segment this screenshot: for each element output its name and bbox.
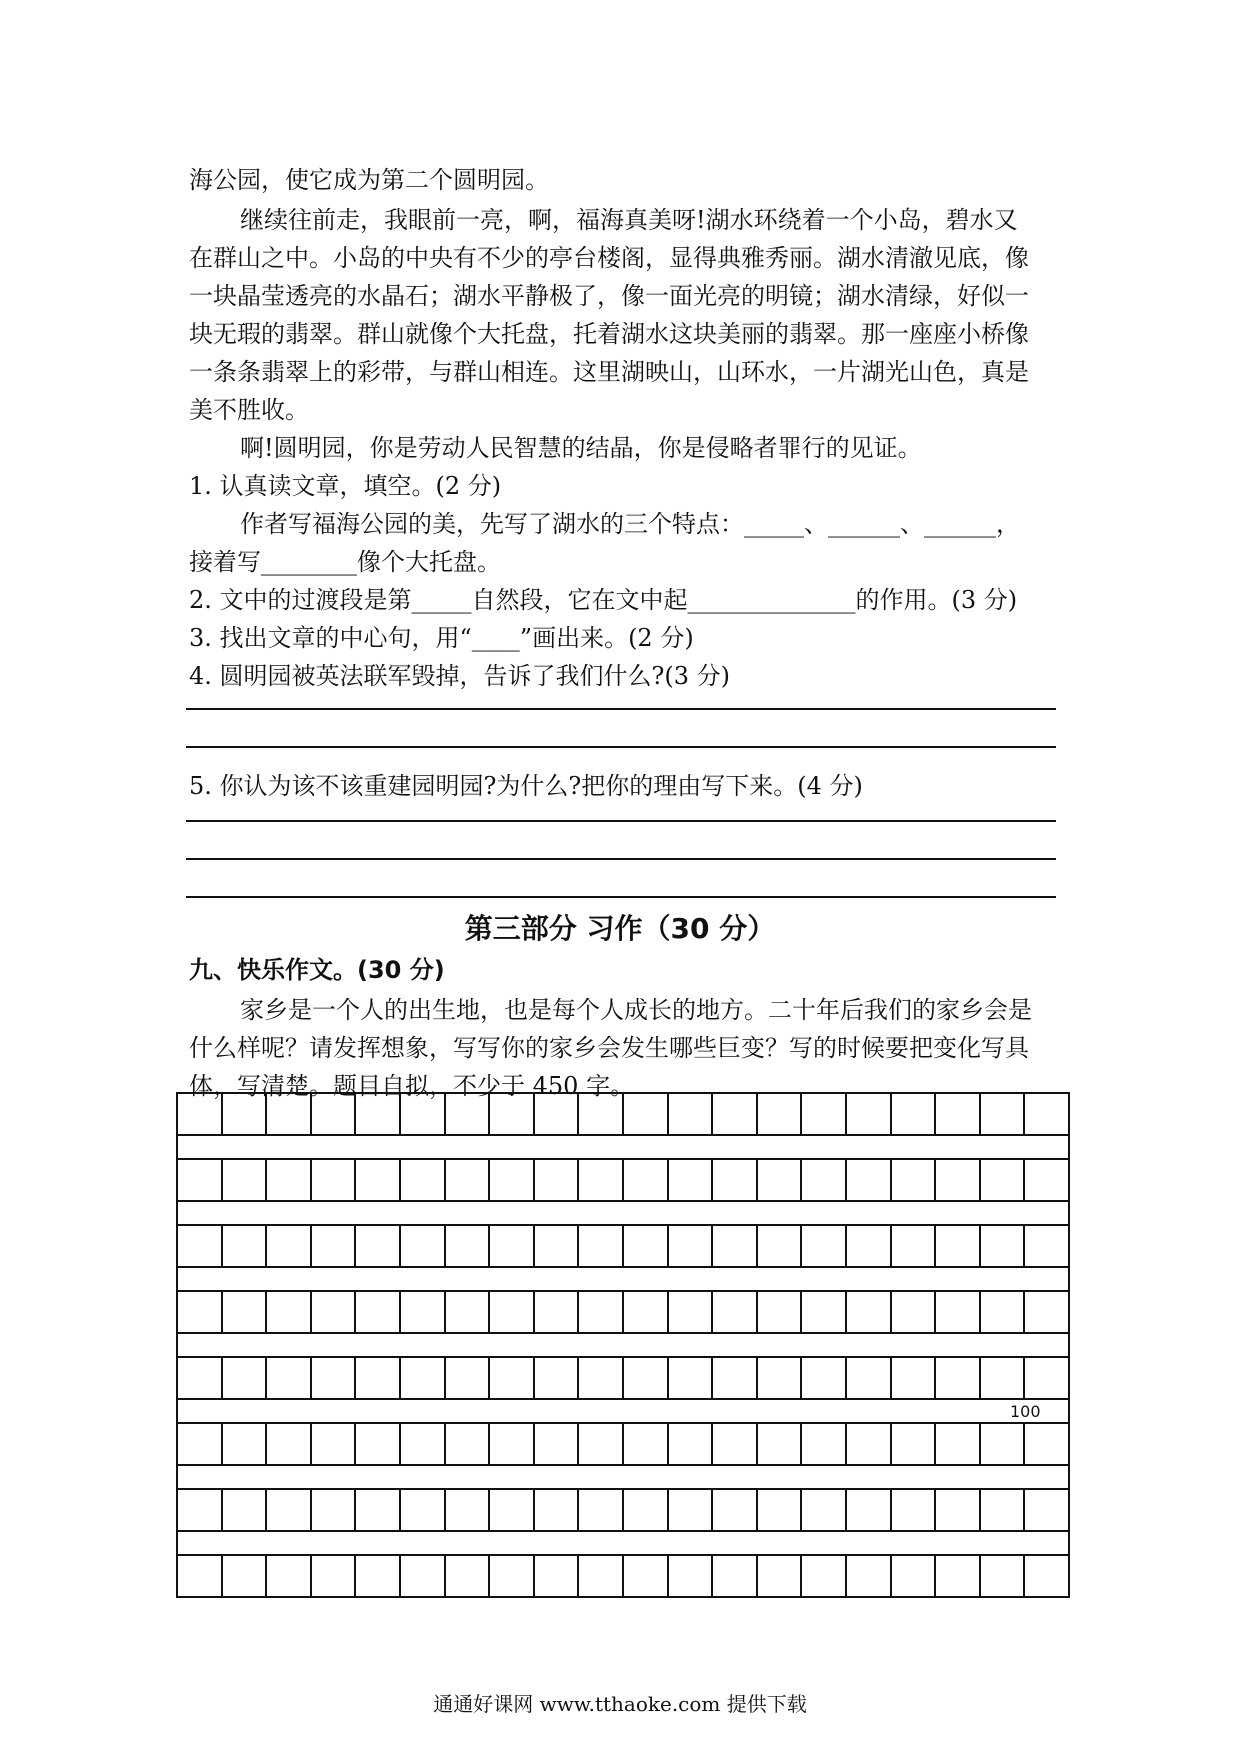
grid-cell[interactable] <box>847 1490 892 1530</box>
grid-cell[interactable] <box>713 1160 758 1200</box>
passage-line: 一条条翡翠上的彩带，与群山相连。这里湖映山，山环水，一片湖光山色，真是 <box>189 358 1029 386</box>
grid-cell[interactable] <box>669 1160 714 1200</box>
grid-cell[interactable] <box>892 1094 937 1134</box>
grid-cell[interactable] <box>223 1226 268 1266</box>
grid-cell[interactable] <box>981 1160 1026 1200</box>
grid-cell[interactable] <box>847 1160 892 1200</box>
grid-cell[interactable] <box>758 1490 803 1530</box>
question-5: 5. 你认为该不该重建园明园?为什么?把你的理由写下来。(4 分) <box>189 772 863 800</box>
grid-cell[interactable] <box>1025 1490 1068 1530</box>
grid-cell[interactable] <box>535 1556 580 1596</box>
grid-cell[interactable] <box>802 1556 847 1596</box>
grid-cell[interactable] <box>713 1424 758 1464</box>
composition-prompt: 家乡是一个人的出生地，也是每个人成长的地方。二十年后我们的家乡会是 <box>240 996 1032 1024</box>
grid-cell[interactable] <box>446 1358 491 1398</box>
grid-cell[interactable] <box>981 1424 1026 1464</box>
grid-cell[interactable] <box>981 1094 1026 1134</box>
composition-prompt: 什么样呢？请发挥想象，写写你的家乡会发生哪些巨变？写的时候要把变化写具 <box>189 1034 1029 1062</box>
grid-cell[interactable] <box>535 1358 580 1398</box>
grid-cell[interactable] <box>178 1556 223 1596</box>
grid-cell[interactable] <box>267 1292 312 1332</box>
passage-line: 美不胜收。 <box>189 396 309 424</box>
grid-cell[interactable] <box>1025 1160 1068 1200</box>
grid-cell[interactable] <box>713 1490 758 1530</box>
grid-cell[interactable] <box>535 1424 580 1464</box>
grid-cell[interactable] <box>669 1490 714 1530</box>
grid-cell[interactable] <box>892 1556 937 1596</box>
grid-cell[interactable] <box>892 1160 937 1200</box>
footer-source: 通通好课网 www.tthaoke.com 提供下载 <box>433 1692 807 1716</box>
grid-cell[interactable] <box>446 1094 491 1134</box>
grid-cell[interactable] <box>312 1226 357 1266</box>
grid-cell[interactable] <box>669 1226 714 1266</box>
question-1-body: 接着写________像个大托盘。 <box>189 548 501 576</box>
grid-cell[interactable] <box>758 1160 803 1200</box>
part-three-heading: 第三部分 习作（30 分） <box>464 912 776 945</box>
grid-row[interactable] <box>176 1224 1070 1268</box>
passage-line: 块无瑕的翡翠。群山就像个大托盘，托着湖水这块美丽的翡翠。那一座座小桥像 <box>189 320 1029 348</box>
grid-cell[interactable] <box>936 1490 981 1530</box>
grid-cell[interactable] <box>579 1094 624 1134</box>
grid-cell[interactable] <box>847 1358 892 1398</box>
grid-cell[interactable] <box>892 1226 937 1266</box>
grid-cell[interactable] <box>178 1424 223 1464</box>
grid-cell[interactable] <box>936 1292 981 1332</box>
grid-cell[interactable] <box>535 1490 580 1530</box>
grid-cell[interactable] <box>758 1556 803 1596</box>
grid-cell[interactable] <box>312 1094 357 1134</box>
grid-cell[interactable] <box>223 1094 268 1134</box>
question-2: 2. 文中的过渡段是第_____自然段，它在文中起______________的作用。(3 分) <box>189 586 1018 614</box>
answer-line[interactable] <box>186 858 1056 860</box>
grid-cell[interactable] <box>847 1556 892 1596</box>
grid-cell[interactable] <box>847 1094 892 1134</box>
grid-spacer <box>176 1268 1070 1290</box>
writing-grid[interactable] <box>176 1092 1070 1600</box>
grid-spacer <box>176 1202 1070 1224</box>
grid-cell[interactable] <box>624 1556 669 1596</box>
grid-cell[interactable] <box>401 1094 446 1134</box>
grid-cell[interactable] <box>490 1292 535 1332</box>
grid-row[interactable] <box>176 1422 1070 1466</box>
grid-cell[interactable] <box>1025 1226 1068 1266</box>
grid-cell[interactable] <box>312 1556 357 1596</box>
grid-cell[interactable] <box>267 1226 312 1266</box>
grid-cell[interactable] <box>401 1556 446 1596</box>
grid-cell[interactable] <box>758 1292 803 1332</box>
grid-cell[interactable] <box>624 1094 669 1134</box>
grid-cell[interactable] <box>624 1424 669 1464</box>
grid-cell[interactable] <box>892 1424 937 1464</box>
grid-cell[interactable] <box>579 1424 624 1464</box>
question-1-title: 1. 认真读文章，填空。(2 分) <box>189 472 502 500</box>
grid-cell[interactable] <box>802 1226 847 1266</box>
grid-cell[interactable] <box>356 1358 401 1398</box>
grid-cell[interactable] <box>223 1490 268 1530</box>
grid-cell[interactable] <box>535 1292 580 1332</box>
grid-cell[interactable] <box>802 1490 847 1530</box>
grid-cell[interactable] <box>490 1358 535 1398</box>
grid-cell[interactable] <box>490 1490 535 1530</box>
grid-cell[interactable] <box>1025 1292 1068 1332</box>
grid-cell[interactable] <box>936 1160 981 1200</box>
grid-cell[interactable] <box>401 1424 446 1464</box>
grid-cell[interactable] <box>802 1424 847 1464</box>
grid-cell[interactable] <box>802 1358 847 1398</box>
grid-cell[interactable] <box>624 1226 669 1266</box>
grid-cell[interactable] <box>1025 1556 1068 1596</box>
grid-cell[interactable] <box>446 1226 491 1266</box>
grid-cell[interactable] <box>624 1358 669 1398</box>
grid-cell[interactable] <box>356 1160 401 1200</box>
grid-cell[interactable] <box>669 1556 714 1596</box>
grid-row[interactable] <box>176 1488 1070 1532</box>
grid-cell[interactable] <box>356 1292 401 1332</box>
grid-cell[interactable] <box>312 1160 357 1200</box>
grid-row[interactable] <box>176 1092 1070 1136</box>
grid-cell[interactable] <box>401 1490 446 1530</box>
answer-line[interactable] <box>186 896 1056 898</box>
grid-cell[interactable] <box>535 1226 580 1266</box>
grid-cell[interactable] <box>981 1358 1026 1398</box>
grid-cell[interactable] <box>936 1094 981 1134</box>
grid-cell[interactable] <box>936 1424 981 1464</box>
grid-cell[interactable] <box>267 1556 312 1596</box>
grid-cell[interactable] <box>713 1292 758 1332</box>
grid-cell[interactable] <box>624 1490 669 1530</box>
grid-cell[interactable] <box>312 1490 357 1530</box>
grid-spacer <box>176 1136 1070 1158</box>
grid-cell[interactable] <box>713 1556 758 1596</box>
grid-cell[interactable] <box>178 1160 223 1200</box>
grid-cell[interactable] <box>267 1358 312 1398</box>
grid-cell[interactable] <box>981 1556 1026 1596</box>
grid-cell[interactable] <box>356 1556 401 1596</box>
grid-cell[interactable] <box>758 1226 803 1266</box>
answer-line[interactable] <box>186 708 1056 710</box>
grid-cell[interactable] <box>1025 1424 1068 1464</box>
grid-cell[interactable] <box>446 1490 491 1530</box>
grid-cell[interactable] <box>981 1490 1026 1530</box>
grid-cell[interactable] <box>579 1358 624 1398</box>
grid-cell[interactable] <box>490 1094 535 1134</box>
grid-cell[interactable] <box>758 1424 803 1464</box>
passage-line: 啊!圆明园，你是劳动人民智慧的结晶，你是侵略者罪行的见证。 <box>240 434 922 462</box>
grid-cell[interactable] <box>936 1358 981 1398</box>
grid-cell[interactable] <box>758 1358 803 1398</box>
grid-cell[interactable] <box>178 1292 223 1332</box>
grid-cell[interactable] <box>223 1160 268 1200</box>
grid-cell[interactable] <box>579 1160 624 1200</box>
character-count-marker: 100 <box>1010 1402 1041 1421</box>
grid-cell[interactable] <box>401 1160 446 1200</box>
grid-cell[interactable] <box>936 1556 981 1596</box>
grid-cell[interactable] <box>624 1292 669 1332</box>
grid-cell[interactable] <box>936 1226 981 1266</box>
grid-cell[interactable] <box>847 1226 892 1266</box>
grid-cell[interactable] <box>178 1358 223 1398</box>
grid-spacer <box>176 1400 1070 1422</box>
grid-cell[interactable] <box>579 1226 624 1266</box>
grid-cell[interactable] <box>267 1160 312 1200</box>
question-4: 4. 圆明园被英法联军毁掉，告诉了我们什么?(3 分) <box>189 662 731 690</box>
grid-cell[interactable] <box>802 1094 847 1134</box>
grid-cell[interactable] <box>579 1556 624 1596</box>
grid-cell[interactable] <box>847 1292 892 1332</box>
grid-row[interactable] <box>176 1158 1070 1202</box>
grid-cell[interactable] <box>490 1556 535 1596</box>
grid-cell[interactable] <box>713 1358 758 1398</box>
grid-cell[interactable] <box>802 1160 847 1200</box>
answer-line[interactable] <box>186 820 1056 822</box>
grid-cell[interactable] <box>446 1160 491 1200</box>
question-3: 3. 找出文章的中心句，用“____”画出来。(2 分) <box>189 624 694 652</box>
passage-line: 海公园，使它成为第二个圆明园。 <box>189 166 549 194</box>
grid-cell[interactable] <box>892 1358 937 1398</box>
grid-cell[interactable] <box>446 1424 491 1464</box>
grid-cell[interactable] <box>223 1424 268 1464</box>
grid-cell[interactable] <box>669 1424 714 1464</box>
grid-spacer <box>176 1466 1070 1488</box>
composition-prompt: 体，写清楚。题目自拟，不少于 450 字。 <box>189 1072 635 1100</box>
grid-cell[interactable] <box>178 1226 223 1266</box>
grid-cell[interactable] <box>312 1358 357 1398</box>
grid-cell[interactable] <box>579 1292 624 1332</box>
grid-row[interactable] <box>176 1290 1070 1334</box>
grid-cell[interactable] <box>892 1292 937 1332</box>
grid-cell[interactable] <box>401 1292 446 1332</box>
passage-line: 继续往前走，我眼前一亮，啊，福海真美呀!湖水环绕着一个小岛，碧水又 <box>240 206 1018 234</box>
grid-cell[interactable] <box>669 1292 714 1332</box>
grid-row[interactable] <box>176 1356 1070 1400</box>
grid-cell[interactable] <box>356 1226 401 1266</box>
grid-cell[interactable] <box>446 1556 491 1596</box>
grid-cell[interactable] <box>1025 1358 1068 1398</box>
grid-cell[interactable] <box>267 1490 312 1530</box>
grid-cell[interactable] <box>178 1094 223 1134</box>
composition-task-title: 九、快乐作文。(30 分) <box>189 956 445 984</box>
grid-cell[interactable] <box>669 1358 714 1398</box>
grid-cell[interactable] <box>490 1424 535 1464</box>
grid-cell[interactable] <box>847 1424 892 1464</box>
grid-cell[interactable] <box>535 1094 580 1134</box>
grid-cell[interactable] <box>490 1160 535 1200</box>
grid-cell[interactable] <box>223 1556 268 1596</box>
grid-cell[interactable] <box>267 1094 312 1134</box>
grid-cell[interactable] <box>758 1094 803 1134</box>
grid-cell[interactable] <box>713 1094 758 1134</box>
passage-line: 在群山之中。小岛的中央有不少的亭台楼阁，显得典雅秀丽。湖水清澈见底，像 <box>189 244 1029 272</box>
question-1-body: 作者写福海公园的美，先写了湖水的三个特点：_____、______、______， <box>240 510 1020 538</box>
grid-spacer <box>176 1334 1070 1356</box>
grid-cell[interactable] <box>713 1226 758 1266</box>
grid-cell[interactable] <box>669 1094 714 1134</box>
grid-cell[interactable] <box>401 1358 446 1398</box>
passage-line: 一块晶莹透亮的水晶石；湖水平静极了，像一面光亮的明镜；湖水清绿，好似一 <box>189 282 1029 310</box>
grid-cell[interactable] <box>223 1358 268 1398</box>
grid-cell[interactable] <box>312 1424 357 1464</box>
grid-cell[interactable] <box>401 1226 446 1266</box>
grid-cell[interactable] <box>267 1424 312 1464</box>
answer-line[interactable] <box>186 746 1056 748</box>
grid-cell[interactable] <box>223 1292 268 1332</box>
grid-cell[interactable] <box>356 1094 401 1134</box>
grid-cell[interactable] <box>624 1160 669 1200</box>
grid-row[interactable] <box>176 1554 1070 1598</box>
grid-cell[interactable] <box>490 1226 535 1266</box>
grid-cell[interactable] <box>356 1424 401 1464</box>
grid-cell[interactable] <box>535 1160 580 1200</box>
grid-spacer <box>176 1532 1070 1554</box>
grid-cell[interactable] <box>312 1292 357 1332</box>
grid-cell[interactable] <box>802 1292 847 1332</box>
grid-cell[interactable] <box>1025 1094 1068 1134</box>
grid-cell[interactable] <box>981 1226 1026 1266</box>
grid-cell[interactable] <box>892 1490 937 1530</box>
grid-cell[interactable] <box>446 1292 491 1332</box>
grid-cell[interactable] <box>981 1292 1026 1332</box>
grid-cell[interactable] <box>579 1490 624 1530</box>
grid-cell[interactable] <box>178 1490 223 1530</box>
grid-cell[interactable] <box>356 1490 401 1530</box>
